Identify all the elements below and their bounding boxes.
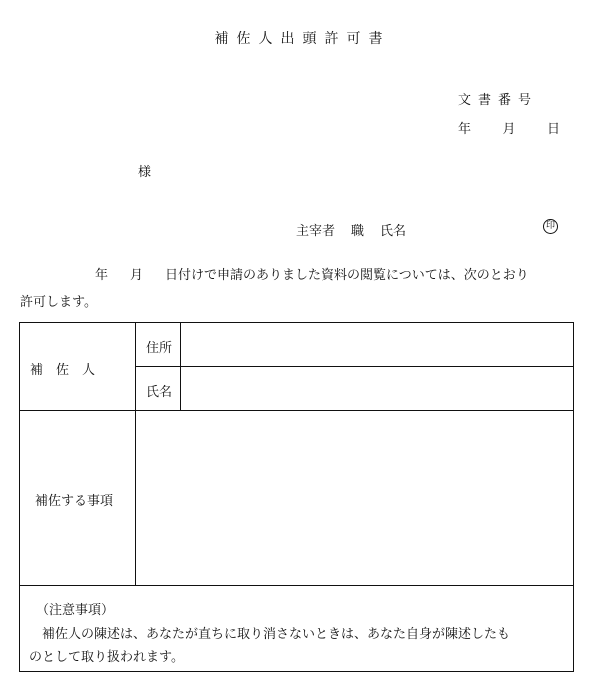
document-title: 補佐人出頭許可書 (214, 31, 391, 47)
signer-name-label: 氏名 (380, 224, 407, 239)
row-divider (136, 366, 573, 367)
date-year-label: 年 (458, 122, 472, 137)
notes-line-1: 補佐人の陳述は、あなたが直ちに取り消さないときは、あなた自身が陳述したも (42, 627, 511, 642)
name-label: 氏名 (146, 385, 173, 400)
date-month-label: 月 (502, 122, 516, 137)
signer-block (296, 220, 422, 239)
signer-title: 主宰者 (296, 224, 336, 239)
signer-position: 職 (351, 224, 365, 239)
notes-heading: （注意事項） (36, 603, 115, 618)
row-divider (20, 585, 573, 586)
permission-form-table (19, 322, 574, 672)
body-text-1: 日付けで申請のありました資料の閲覧については、次のとおり (165, 268, 529, 283)
notes-line-2: のとして取り扱われます。 (29, 650, 184, 665)
row-divider (20, 410, 573, 411)
date-day-label: 日 (546, 122, 560, 137)
body-line-1 (95, 264, 529, 283)
matters-label: 補佐する事項 (35, 494, 114, 509)
document-number-label: 文書番号 (458, 93, 539, 108)
addressee-honorific: 様 (138, 165, 152, 180)
column-divider (135, 323, 136, 585)
seal-mark: 印 (543, 219, 558, 234)
column-divider (180, 323, 181, 410)
body-year: 年 (95, 268, 109, 283)
address-label: 住所 (146, 341, 173, 356)
body-month: 月 (130, 268, 144, 283)
assistant-label: 補 佐 人 (30, 363, 96, 378)
issue-date (458, 118, 560, 137)
body-text-2: 許可します。 (20, 295, 97, 310)
